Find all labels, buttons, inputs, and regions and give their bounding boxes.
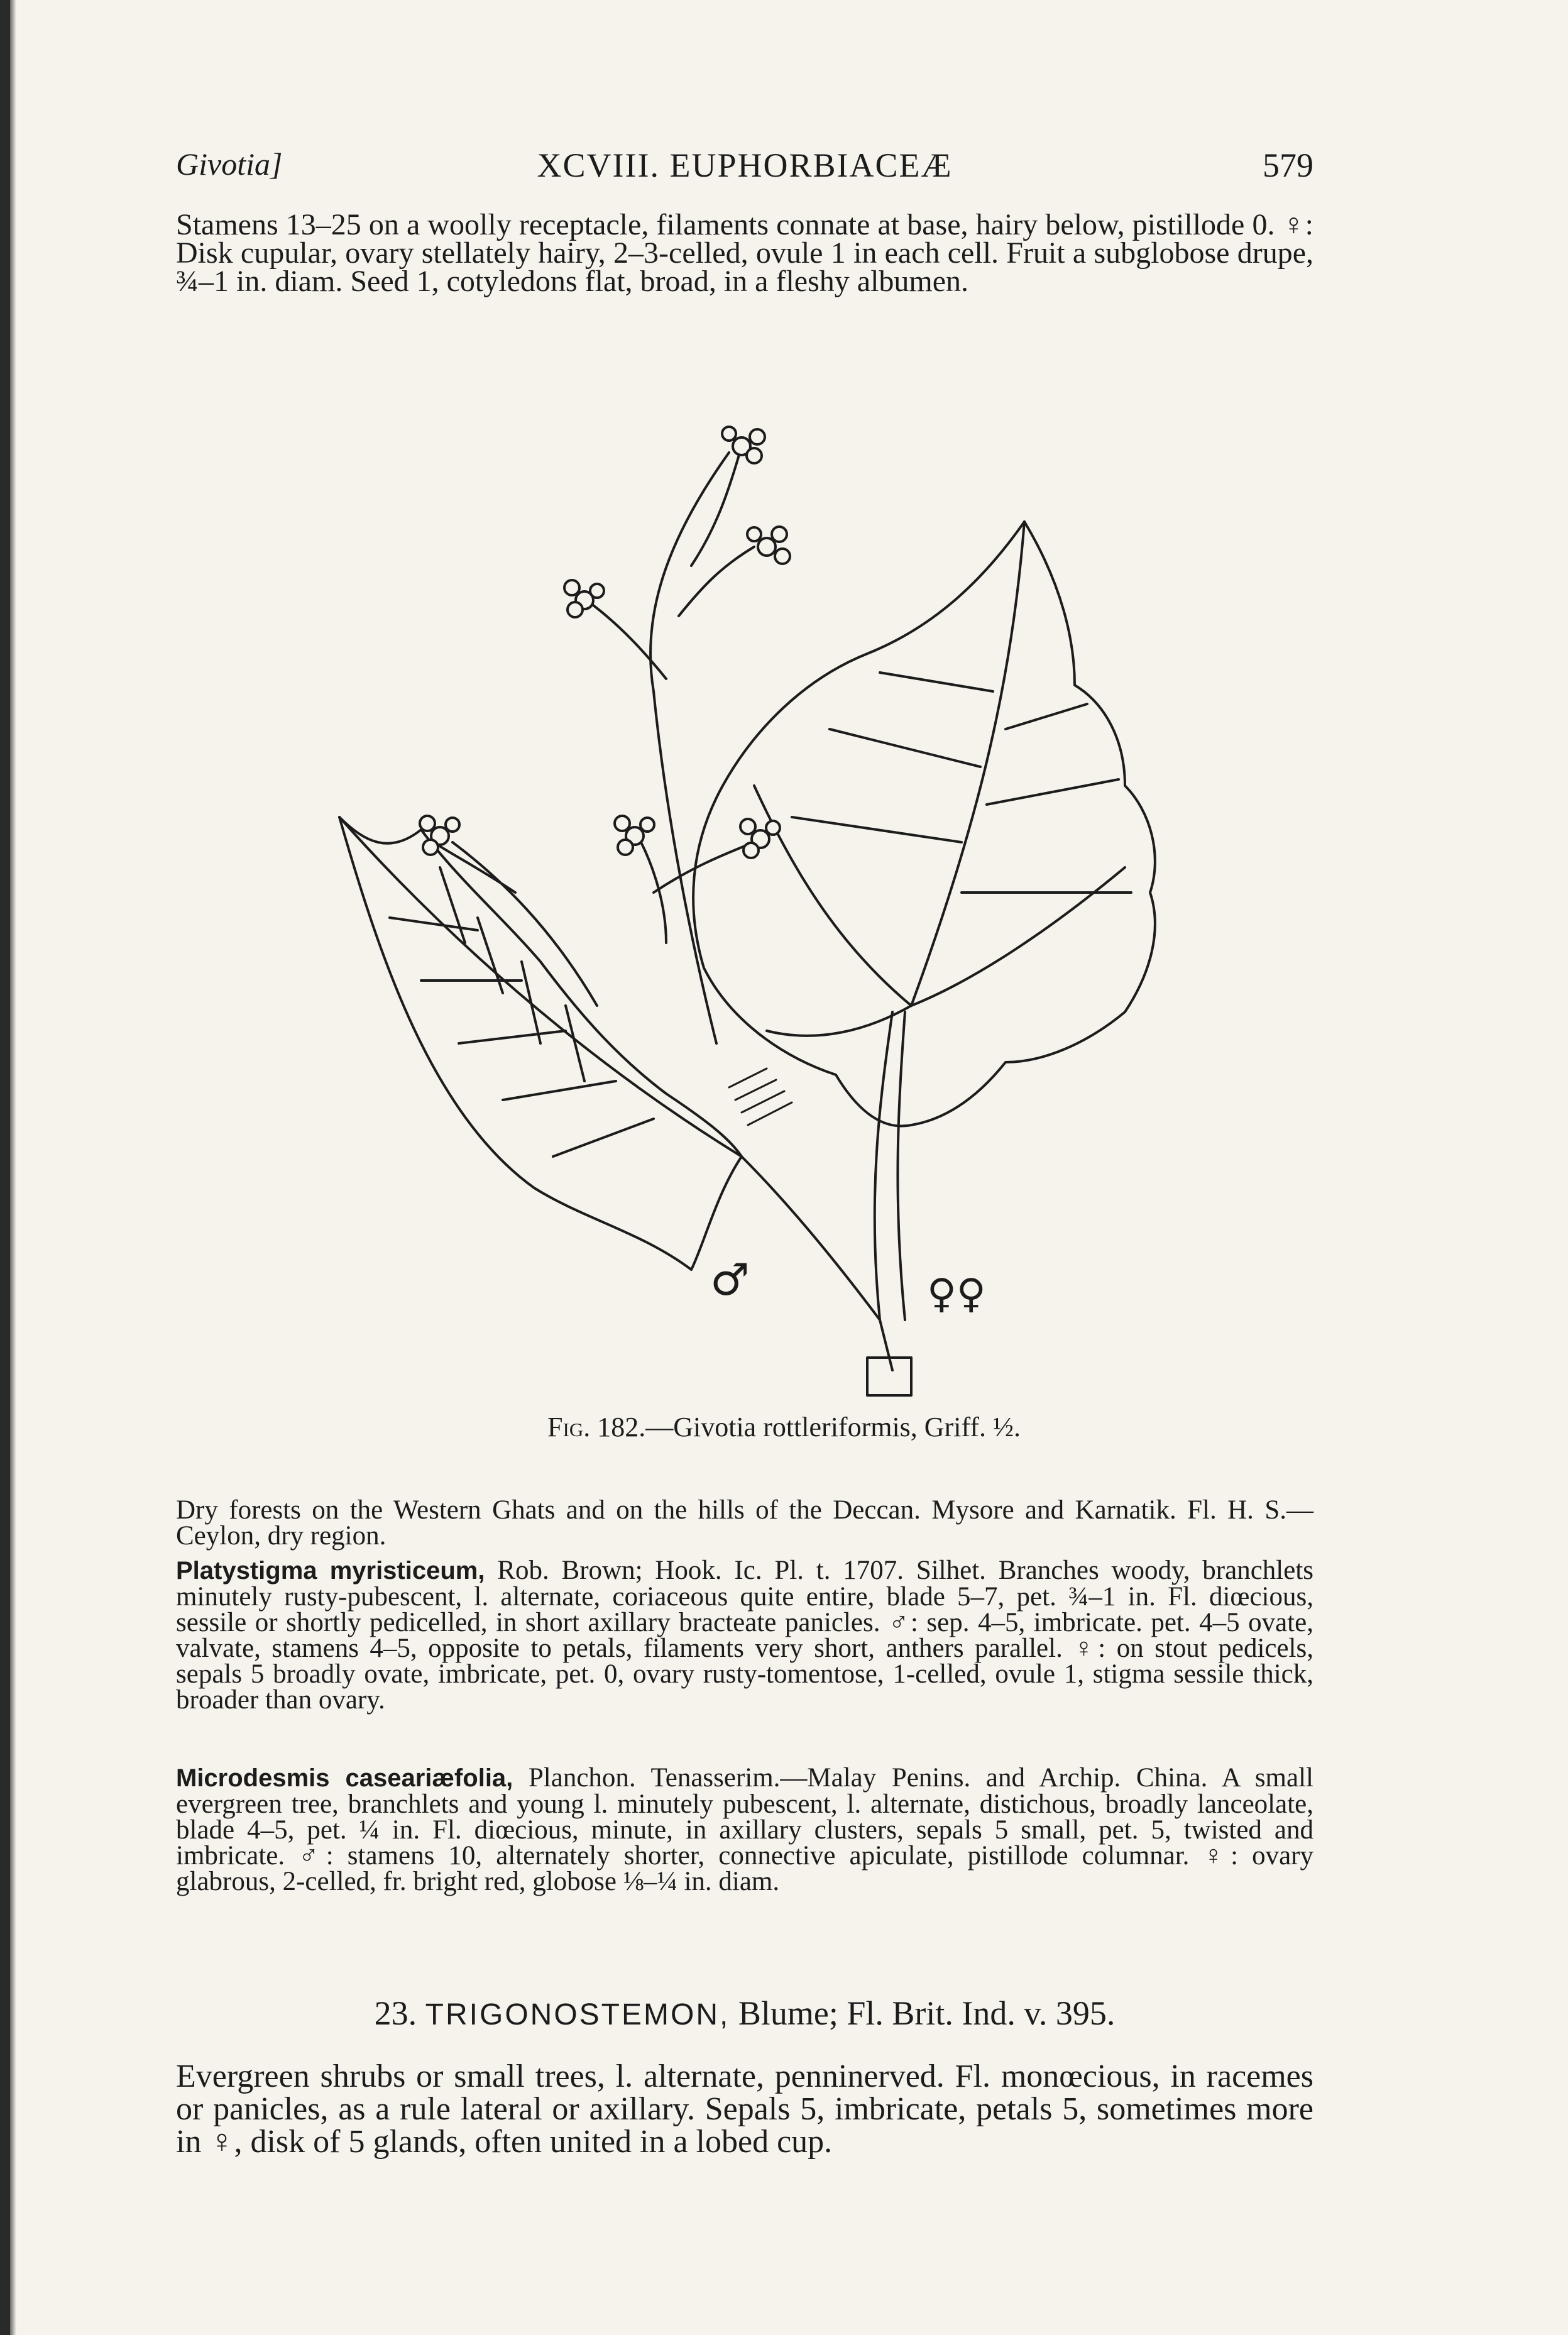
platystigma-entry: [176, 1558, 1313, 1713]
platystigma-name: Platystigma myristiceum,: [176, 1557, 485, 1585]
genus-heading: [176, 1994, 1313, 2033]
figure-caption: [0, 1411, 1568, 1443]
microdesmis-text: Planchon. Tenasserim.—Malay Penins. and Archip. China. A small evergreen tree, branchlets and young l. minutely pubescent, l. alternate, distichous, broadly lanceolate, blade 4–5, pet. ¼ in. Fl. diœcious, minute, in axillary clusters, sepals 5 small, pet. 5, twisted and imbricate. ♂: stamens 10, alternately shorter, connective apiculate, pistillode columnar. ♀: ovary glabrous, 2-celled, fr. bright red, globose ⅛–¼ in. diam.: [176, 1763, 1313, 1896]
microdesmis-entry: [176, 1765, 1313, 1894]
right-leaf: [693, 522, 1155, 1126]
female-symbol: ♀♀: [927, 1271, 986, 1317]
givotia-illustration: [314, 377, 1320, 1408]
male-symbol: ♂: [710, 1254, 750, 1305]
genus-paragraph: Evergreen shrubs or small trees, l. alternate, penninerved. Fl. monœcious, in racemes or panicles, as a rule lateral or axillary. Sepals 5, imbricate, petals 5, sometimes more in ♀, disk of 5 glands, often united in a lobed cup.: [176, 2058, 1313, 2160]
page-header: [176, 146, 1313, 196]
page-edge-shadow: [0, 0, 10, 2335]
caption-prefix: Fig. 182.: [547, 1412, 646, 1442]
platystigma-text: Rob. Brown; Hook. Ic. Pl. t. 1707. Silhet. Branches woody, branchlets minutely rusty-pubescent, l. alternate, coriaceous quite entire, blade 5–7, pet. ¾–1 in. Fl. diœcious, sessile or shortly pedicelled, in short axillary bracteate panicles. ♂: sep. 4–5, imbricate. pet. 4–5 ovate, valvate, stamens 4–5, opposite to petals, filaments very short, anthers parallel. ♀: on stout pedicels, sepals 5 broadly ovate, imbricate, pet. 0, ovary rusty-tomentose, 1-celled, ovule 1, stigma sessile thick, broader than ovary.: [176, 1556, 1314, 1715]
intro-paragraph: Stamens 13–25 on a woolly receptacle, filaments connate at base, hairy below, pistillode 0. ♀: Disk cupular, ovary stellately hairy, 2–3-celled, ovule 1 in each cell. Fruit a subglobose drupe, ¾–1 in. diam. Seed 1, cotyledons flat, broad, in a fleshy albumen.: [176, 208, 1313, 298]
caption-text: —Givotia rottleriformis, Griff. ½.: [645, 1412, 1021, 1442]
distribution-paragraph: Dry forests on the Western Ghats and on the hills of the Deccan. Mysore and Karnatik. Fl. H. S.—Ceylon, dry region.: [176, 1495, 1313, 1551]
genus-name: TRIGONOSTEMON,: [425, 1998, 730, 2031]
page-title: XCVIII. EUPHORBIACEÆ: [537, 146, 953, 184]
page-number: 579: [1263, 146, 1313, 184]
inflorescence-stalk: [650, 453, 729, 1043]
genus-citation: Blume; Fl. Brit. Ind. v. 395.: [730, 1994, 1116, 2032]
microdesmis-name: Microdesmis caseariæfolia,: [176, 1764, 513, 1792]
flower-clusters: [420, 427, 790, 858]
page-edge-gradient: [10, 0, 16, 2335]
genus-number: 23.: [374, 1994, 417, 2032]
running-head: Givotia]: [176, 146, 283, 182]
main-stem: [875, 1012, 905, 1370]
